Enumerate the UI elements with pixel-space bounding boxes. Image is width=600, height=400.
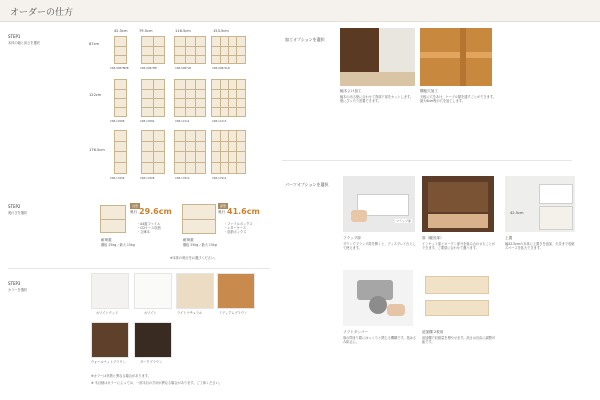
bookshelf-model[interactable] <box>174 36 206 64</box>
option-desc: 天板に穴をあけ、ケーブル類を通すことができます。最大6cm程の穴を加工します。 <box>420 95 496 104</box>
part-desc: 幅42.5cmの本体に上置きを追加、天井まで収納スペースを拡大できます。 <box>505 242 575 251</box>
processing-section-title: 加工オプションを選択 <box>285 37 325 42</box>
option-name: 幅木よけ加工 <box>340 89 362 93</box>
flap-door-tag: フラップ扉 <box>396 219 411 223</box>
model-code: CSB-12082 <box>140 120 155 123</box>
bookshelf-model[interactable] <box>114 36 127 64</box>
part-desc: ダウンでフラップ扉を開くと、ディスプレイ台として使えます。 <box>343 242 416 251</box>
height-label-3: 176.5cm <box>89 148 105 152</box>
bookshelf-model[interactable] <box>211 36 246 64</box>
depth-label: 奥行 <box>218 210 226 214</box>
baseboard-cut-photo <box>340 28 415 86</box>
parts-section-title: パーツオプションを選択 <box>285 182 329 187</box>
color-name: ダークブラウン <box>140 360 163 364</box>
option-name: 棚板穴加工 <box>420 89 438 93</box>
bookshelf-model[interactable] <box>114 130 127 174</box>
top-unit-width-label: 42.5cm <box>510 211 524 215</box>
depth-badge: 浅型 <box>132 204 139 208</box>
depth-note: ・ファイルボックス <box>224 222 253 226</box>
color-swatch-white[interactable] <box>134 273 172 309</box>
flap-door-photo <box>343 176 415 232</box>
height-label-2: 122cm <box>89 93 102 97</box>
load-value: 棚板 25kg／最大 15kg <box>183 243 217 247</box>
part-name: フラップ扉 <box>343 236 361 240</box>
extra-shelf-board-photo <box>425 276 489 294</box>
depth-label: 奥行 <box>130 210 138 214</box>
model-code: CSB-9087XLB <box>212 67 230 70</box>
color-swatch-dark-brown[interactable] <box>134 322 172 358</box>
color-name: ウォールナットブラウン <box>91 360 126 364</box>
width-label-3: 116.5cm <box>175 29 191 33</box>
step3-note: ※カラーは実物と異なる場合があります。 <box>91 374 151 378</box>
model-code: CSB-12113 <box>212 120 227 123</box>
color-swatch-whitewood[interactable] <box>91 273 129 309</box>
color-name: ミディアムブラウン <box>219 311 248 315</box>
shallow-depth-model[interactable] <box>100 205 126 233</box>
model-code: CSB-9087BMB <box>110 67 129 70</box>
depth-badge: 深型 <box>220 204 227 208</box>
color-swatch-light-natural[interactable] <box>176 273 214 309</box>
step3-note: ※ 木目柄はカラーによっては、一部木目の方向が異なる場合があります。ご了承ください。 <box>91 381 222 385</box>
part-desc: 扉の閉まり際にゆっくりと閉じる機構です。指はさみ防止に。 <box>343 336 417 345</box>
width-label-2: 79.5cm <box>139 29 153 33</box>
step2-note: ※本体の奥行をお選びください。 <box>170 256 218 260</box>
soft-damper-photo <box>343 270 413 326</box>
hinged-door-photo <box>422 176 494 232</box>
part-name: ソフトダンパー <box>343 330 368 334</box>
color-swatch-walnut-brown[interactable] <box>91 322 129 358</box>
bookshelf-model[interactable] <box>114 79 127 117</box>
divider <box>282 160 572 161</box>
step3-title: STEP3 <box>8 281 21 286</box>
model-code: CSB-17610 <box>175 177 190 180</box>
depth-note: ・A4縦ファイル <box>137 222 161 226</box>
page-title: オーダーの仕方 <box>10 8 74 18</box>
deep-depth-model[interactable] <box>182 204 216 234</box>
bookshelf-model[interactable] <box>141 79 165 117</box>
depth-value: 41.6cm <box>227 207 260 216</box>
width-label-4: 153.5cm <box>213 29 229 33</box>
step1-subtitle: 本体の幅と高さを選択 <box>8 41 40 45</box>
load-label: 耐荷重 <box>101 238 112 242</box>
top-unit-photo <box>505 176 575 232</box>
step2-subtitle: 奥行きを選択 <box>8 211 28 215</box>
bookshelf-model[interactable] <box>141 130 165 174</box>
depth-value: 29.6cm <box>139 207 172 216</box>
step1-title: STEP1 <box>8 34 21 39</box>
model-code: CSB-9087MB <box>140 67 157 70</box>
model-code: CSB-17608 <box>110 177 125 180</box>
depth-note: ・収納ボックス <box>224 230 247 234</box>
bookshelf-model[interactable] <box>174 79 206 117</box>
model-code: CSB-12088 <box>110 120 125 123</box>
part-desc: インセット扉とオープン部分を組み合わせることができます。ご要望に合わせて選べます。 <box>422 242 496 251</box>
part-name: 追加棚 2枚用 <box>422 330 444 334</box>
model-code: CSB-17608 <box>140 177 155 180</box>
part-name: 上置 <box>505 236 513 240</box>
width-label-1: 42.5cm <box>114 29 128 33</box>
depth-note: ・文庫本 <box>137 230 150 234</box>
model-code: CSB-12112 <box>175 120 190 123</box>
model-code: CSB-9087LB <box>175 67 191 70</box>
option-desc: 幅木の出る壁に合わせて背面下部をカットします。壁にぴったり設置できます。 <box>340 95 414 104</box>
extra-shelf-board-photo <box>425 300 489 316</box>
shelf-hole-photo <box>420 28 492 86</box>
step3-subtitle: カラーを選択 <box>8 288 28 292</box>
step2-title: STEP2 <box>8 204 21 209</box>
page-header <box>0 0 600 22</box>
part-name: 扉（観音扉） <box>422 236 444 240</box>
bookshelf-model[interactable] <box>211 79 246 117</box>
bookshelf-model[interactable] <box>174 130 206 174</box>
bookshelf-model[interactable] <box>211 130 246 174</box>
divider <box>8 268 270 269</box>
color-name: ライトナチュラル <box>177 311 203 315</box>
color-swatch-medium-brown[interactable] <box>217 273 255 309</box>
height-label-1: 87cm <box>89 42 100 46</box>
depth-note: ・CDケース収納 <box>137 226 161 230</box>
bookshelf-model[interactable] <box>141 36 165 64</box>
part-desc: 追加棚で収納量を増やせます。高さは自由に調整可能です。 <box>422 336 496 345</box>
load-value: 棚板 25kg／最大 15kg <box>101 243 135 247</box>
color-name: ホワイト <box>144 311 157 315</box>
load-label: 耐荷重 <box>183 238 194 242</box>
model-code: CSB-17612 <box>212 177 227 180</box>
depth-note: ・レターケース <box>224 226 247 230</box>
color-name: ホワイトウッド <box>96 311 119 315</box>
